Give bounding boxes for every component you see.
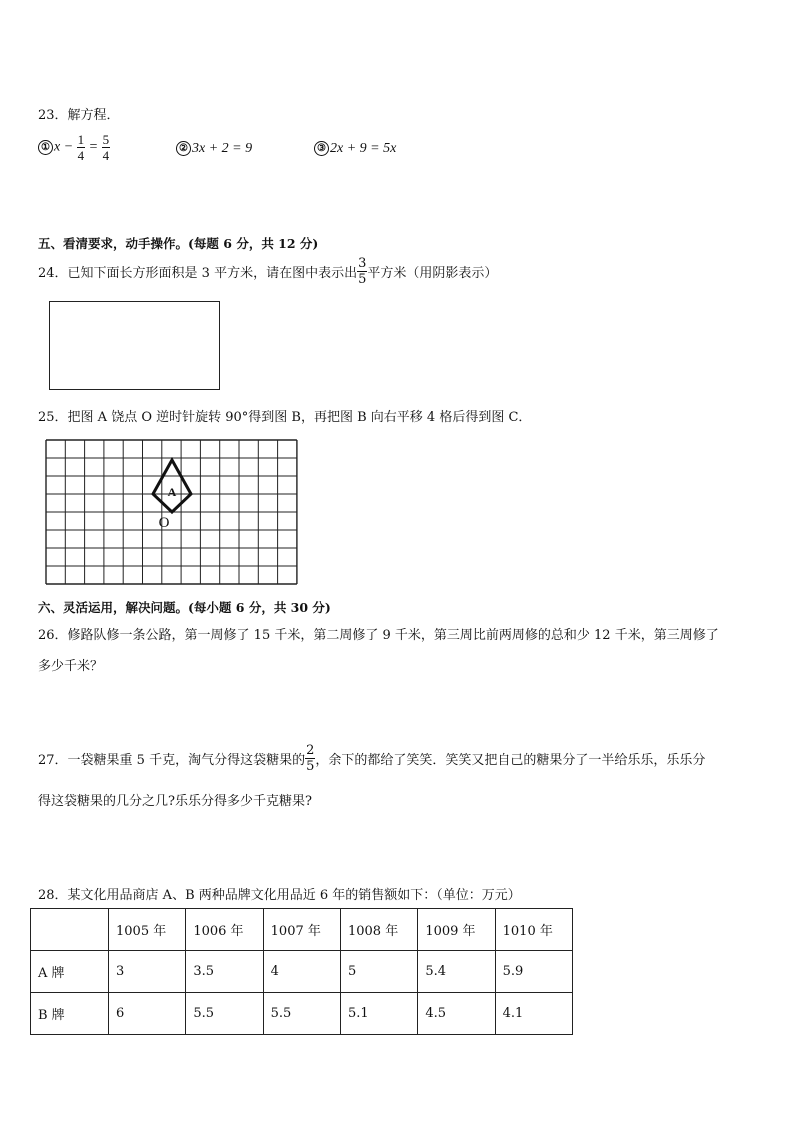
q25-grid-figure[interactable]	[44, 438, 300, 586]
table-cell: 4	[263, 951, 340, 993]
eq2-expr: 3x + 2 = 9	[192, 141, 253, 156]
table-cell: B 牌	[31, 993, 109, 1035]
q24-text	[38, 256, 497, 287]
eq1-lhs: x −	[54, 139, 74, 155]
table-cell: 6	[109, 993, 186, 1035]
table-cell: 4.1	[495, 993, 572, 1035]
q23-equation-2	[176, 141, 252, 157]
table-cell: 1005 年	[109, 909, 186, 951]
table-row	[31, 993, 573, 1035]
q25-text: 25．把图 A 饶点 O 逆时针旋转 90°得到图 B，再把图 B 向右平移 4 格后得到图 C．	[38, 410, 532, 425]
table-cell: 1008 年	[340, 909, 417, 951]
table-cell: 5	[340, 951, 417, 993]
table-cell: 1006 年	[186, 909, 263, 951]
table-cell: 1007 年	[263, 909, 340, 951]
table-cell: 1010 年	[495, 909, 572, 951]
q26-line-1: 26．修路队修一条公路，第一周修了 15 千米，第二周修了 9 千米，第三周比前两周修的总和少 12 千米，第三周修了	[38, 628, 719, 643]
point-o-label: O	[158, 515, 170, 531]
eq3-expr: 2x + 9 = 5x	[330, 141, 397, 156]
table-cell: 5.5	[263, 993, 340, 1035]
table-row	[31, 951, 573, 993]
q24-rectangle[interactable]	[49, 301, 220, 390]
q28-text: 28．某文化用品商店 A、B 两种品牌文化用品近 6 年的销售额如下：（单位：万元）	[38, 888, 521, 903]
q23-label: 23．解方程．	[38, 108, 120, 123]
q23-equation-3	[314, 141, 396, 157]
q24-post: 平方米（用阴影表示）	[367, 266, 498, 281]
q27-pre: 27．一袋糖果重 5 千克，淘气分得这袋糖果的	[38, 753, 306, 768]
circled-number-2: ②	[176, 141, 191, 156]
table-cell: 5.5	[186, 993, 263, 1035]
section-6-title: 六、灵活运用，解决问题。(每小题 6 分，共 30 分)	[38, 600, 331, 615]
eq1-fraction-2: $\frac{5}{4}$	[102, 132, 110, 163]
q27-post: ，余下的都给了笑笑．笑笑又把自己的糖果分了一半给乐乐，乐乐分	[315, 753, 706, 768]
table-cell: 5.9	[495, 951, 572, 993]
table-cell	[31, 909, 109, 951]
q27-fraction: $\frac{2}{5}$	[306, 743, 315, 774]
table-header-row	[31, 909, 573, 951]
figure-a-label: A	[167, 485, 177, 499]
table-cell: 5.1	[340, 993, 417, 1035]
q26-line-2: 多少千米？	[38, 659, 104, 674]
eq1-fraction-1: $\frac{1}{4}$	[77, 132, 85, 163]
table-cell: 5.4	[418, 951, 495, 993]
q23-equation-1	[38, 132, 110, 163]
table-cell: 3.5	[186, 951, 263, 993]
sales-table	[30, 908, 573, 1035]
q24-pre: 24．已知下面长方形面积是 3 平方米，请在图中表示出	[38, 266, 358, 281]
table-cell: 3	[109, 951, 186, 993]
section-5-title: 五、看清要求，动手操作。(每题 6 分，共 12 分)	[38, 236, 319, 251]
q24-fraction: $\frac{3}{5}$	[358, 256, 367, 287]
circled-number-1: ①	[38, 140, 53, 155]
table-cell: 1009 年	[418, 909, 495, 951]
table-cell: A 牌	[31, 951, 109, 993]
eq1-equals: =	[88, 139, 99, 155]
circled-number-3: ③	[314, 141, 329, 156]
q27-line-2: 得这袋糖果的几分之几?乐乐分得多少千克糖果?	[38, 794, 312, 809]
table-cell: 4.5	[418, 993, 495, 1035]
q27-line-1	[38, 743, 705, 774]
